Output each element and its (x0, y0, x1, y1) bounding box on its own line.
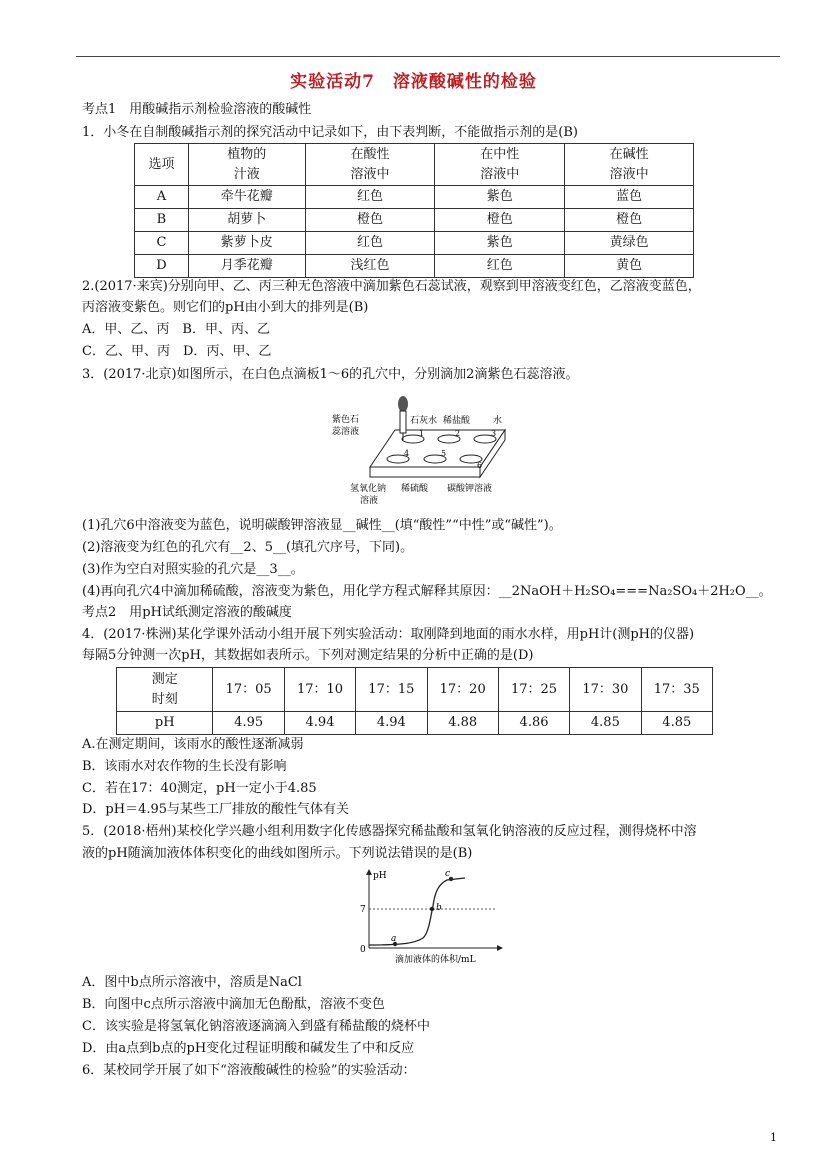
page-number: 1 (770, 1131, 777, 1144)
y-axis-label: pH (373, 871, 387, 881)
header-rule (76, 56, 780, 57)
table-cell: 橙色 (305, 209, 435, 232)
ph-curve (369, 878, 465, 945)
label-hcl: 稀盐酸 (443, 416, 471, 426)
table-cell: D (135, 255, 189, 278)
question-3-stem: 3．(2017·北京)如图所示，在白色点滴板1～6的孔穴中，分别滴加2滴紫色石蕊溶液。 (82, 367, 579, 382)
hole-number: 2 (455, 429, 461, 438)
table-cell: 紫色 (435, 186, 565, 209)
x-axis-label: 滴加液体的体积/mL (395, 955, 476, 965)
table-cell: 牵牛花瓣 (188, 186, 305, 209)
header-cell: 在碱性 溶液中 (565, 144, 694, 186)
question-6-stem: 6．某校同学开展了如下“溶液酸碱性的检验”的实验活动： (82, 1063, 416, 1078)
answer-blank: __2NaOH＋H₂SO₄===Na₂SO₄＋2H₂O__ (498, 584, 759, 599)
table-cell: 胡萝卜 (188, 209, 305, 232)
hole-number: 1 (419, 429, 425, 438)
question-5-option-c: C．该实验是将氢氧化钠溶液逐滴滴入到盛有稀盐酸的烧杯中 (82, 1019, 430, 1034)
question-4-line-2: 每隔5分钟测一次pH，其数据如表所示。下列对测定结果的分析中正确的是(D) (82, 648, 534, 663)
table-row (135, 255, 694, 278)
question-2-line-1: 2.(2017·来宾)分别向甲、乙、丙三种无色溶液中滴加紫色石蕊试液，观察到甲溶液变红色，乙溶液变蓝色， (82, 279, 701, 294)
question-3-sub-3: (3)作为空白对照实验的孔穴是__3__。 (82, 562, 304, 577)
table-row (135, 232, 694, 255)
table-cell: 黄色 (565, 255, 694, 278)
question-4-option-c: C．若在17：40测定，pH一定小于4.85 (82, 781, 317, 796)
question-4-line-1: 4．(2017·株洲)某化学课外活动小组开展下列实验活动：取刚降到地面的雨水水样，用pH计(测pH的仪器) (82, 627, 695, 642)
table-cell: 红色 (435, 255, 565, 278)
table-cell: A (135, 186, 189, 209)
answer-blank: __2、5__ (230, 540, 286, 555)
point-b-label: b (436, 903, 442, 913)
ph-cell: 4.95 (213, 712, 284, 735)
label-k2co3: 碳酸钾溶液 (447, 484, 493, 494)
header-cell: 在酸性 溶液中 (305, 144, 435, 186)
question-2-line-2: 丙溶液变紫色。则它们的pH由小到大的排列是(B) (82, 300, 369, 315)
dropper-label: 紫色石 (332, 415, 360, 425)
ph-cell: 4.88 (427, 712, 498, 735)
table-cell: 浅红色 (305, 255, 435, 278)
table-row (117, 668, 713, 712)
header-cell: 测定 时刻 (117, 668, 213, 712)
time-cell: 17：35 (641, 668, 712, 712)
ph-curve-figure (355, 866, 505, 966)
header-cell: 选项 (135, 144, 189, 186)
question-5-option-b: B．向图中c点所示溶液中滴加无色酚酞，溶液不变色 (82, 997, 385, 1012)
y-axis-arrow-icon (366, 869, 372, 875)
label-water: 水 (493, 416, 503, 426)
ph-cell: 4.85 (641, 712, 712, 735)
x-axis-arrow-icon (497, 945, 503, 951)
section-heading-1: 考点1 用酸碱指示剂检验溶液的酸碱性 (82, 102, 312, 117)
table-cell: B (135, 209, 189, 232)
question-3-sub-4: (4)再向孔穴4中滴加稀硫酸，溶液变为紫色，用化学方程式解释其原因：__2NaOH＋H₂SO₄===Na₂SO₄＋2H₂O__。 (82, 584, 772, 599)
table-cell: C (135, 232, 189, 255)
hole-number: 4 (404, 449, 410, 458)
time-cell: 17：30 (570, 668, 641, 712)
question-3-sub-1: (1)孔穴6中溶液变为蓝色，说明碳酸钾溶液显__碱性__(填“酸性”“中性”或“碱性”)。 (82, 518, 562, 533)
table-header-row (135, 144, 694, 186)
label-h2so4: 稀硫酸 (401, 484, 429, 494)
answer-blank: __碱性__ (342, 518, 395, 533)
time-cell: 17：10 (284, 668, 355, 712)
hole-number: 3 (491, 429, 497, 438)
dropper-bulb-icon (398, 396, 408, 412)
y-tick-label: 7 (360, 905, 366, 915)
table-cell: 红色 (305, 186, 435, 209)
ph-cell: 4.94 (356, 712, 427, 735)
time-cell: 17：05 (213, 668, 284, 712)
question-2-options-cd: C．乙、甲、丙 D．丙、甲、乙 (82, 344, 272, 359)
table-row (117, 712, 713, 735)
table-cell: 月季花瓣 (188, 255, 305, 278)
dropper-tube-icon (400, 411, 406, 433)
time-cell: 17：25 (498, 668, 569, 712)
header-cell: pH (117, 712, 213, 735)
table-row (135, 186, 694, 209)
question-4-option-a: A.在测定期间，该雨水的酸性逐渐减弱 (82, 737, 304, 752)
section-heading-2: 考点2 用pH试纸测定溶液的酸碱度 (82, 605, 292, 620)
table-cell: 紫色 (435, 232, 565, 255)
table-cell: 紫萝卜皮 (188, 232, 305, 255)
origin-label: 0 (360, 945, 366, 955)
spot-plate-figure (330, 392, 520, 512)
question-2-options-ab: A．甲、乙、丙 B．甲、丙、乙 (82, 322, 270, 337)
hole-number: 5 (441, 449, 447, 458)
question-4-option-b: B．该雨水对农作物的生长没有影响 (82, 759, 287, 774)
header-cell: 植物的 汁液 (188, 144, 305, 186)
question-4-option-d: D．pH＝4.95与某些工厂排放的酸性气体有关 (82, 802, 350, 817)
table-cell: 红色 (305, 232, 435, 255)
dropper-label: 蕊溶液 (332, 427, 360, 437)
table-cell: 橙色 (435, 209, 565, 232)
label-limewater: 石灰水 (410, 416, 438, 426)
time-cell: 17：20 (427, 668, 498, 712)
spot-plate-front (370, 467, 480, 477)
hole-number: 6 (477, 461, 483, 470)
point-b (430, 907, 434, 911)
header-cell: 在中性 溶液中 (435, 144, 565, 186)
point-c-label: c (445, 869, 451, 879)
question-5-line-1: 5．(2018·梧州)某校化学兴趣小组利用数字化传感器探究稀盐酸和氢氧化钠溶液的反应过程，测得烧杯中溶 (82, 824, 697, 839)
page-title: 实验活动7 溶液酸碱性的检验 (290, 72, 537, 92)
ph-cell: 4.85 (570, 712, 641, 735)
table-cell: 橙色 (565, 209, 694, 232)
answer-blank: __3__ (256, 562, 291, 577)
table-cell: 黄绿色 (565, 232, 694, 255)
table-cell: 蓝色 (565, 186, 694, 209)
question-1-stem: 1．小冬在自制酸碱指示剂的探究活动中记录如下，由下表判断，不能做指示剂的是(B) (82, 125, 578, 140)
label-naoh-solution: 溶液 (360, 496, 379, 506)
ph-cell: 4.86 (498, 712, 569, 735)
ph-cell: 4.94 (284, 712, 355, 735)
time-cell: 17：15 (356, 668, 427, 712)
indicator-table (134, 143, 694, 278)
question-5-option-a: A．图中b点所示溶液中，溶质是NaCl (82, 975, 302, 990)
question-3-sub-2: (2)溶液变为红色的孔穴有__2、5__(填孔穴序号，下同)。 (82, 540, 414, 555)
ph-table (116, 667, 713, 735)
question-5-option-d: D．由a点到b点的pH变化过程证明酸和碱发生了中和反应 (82, 1041, 415, 1056)
question-5-line-2: 液的pH随滴加液体体积变化的曲线如图所示。下列说法错误的是(B) (82, 846, 473, 861)
label-naoh: 氢氧化钠 (350, 484, 387, 494)
point-a-label: a (391, 934, 397, 944)
table-row (135, 209, 694, 232)
